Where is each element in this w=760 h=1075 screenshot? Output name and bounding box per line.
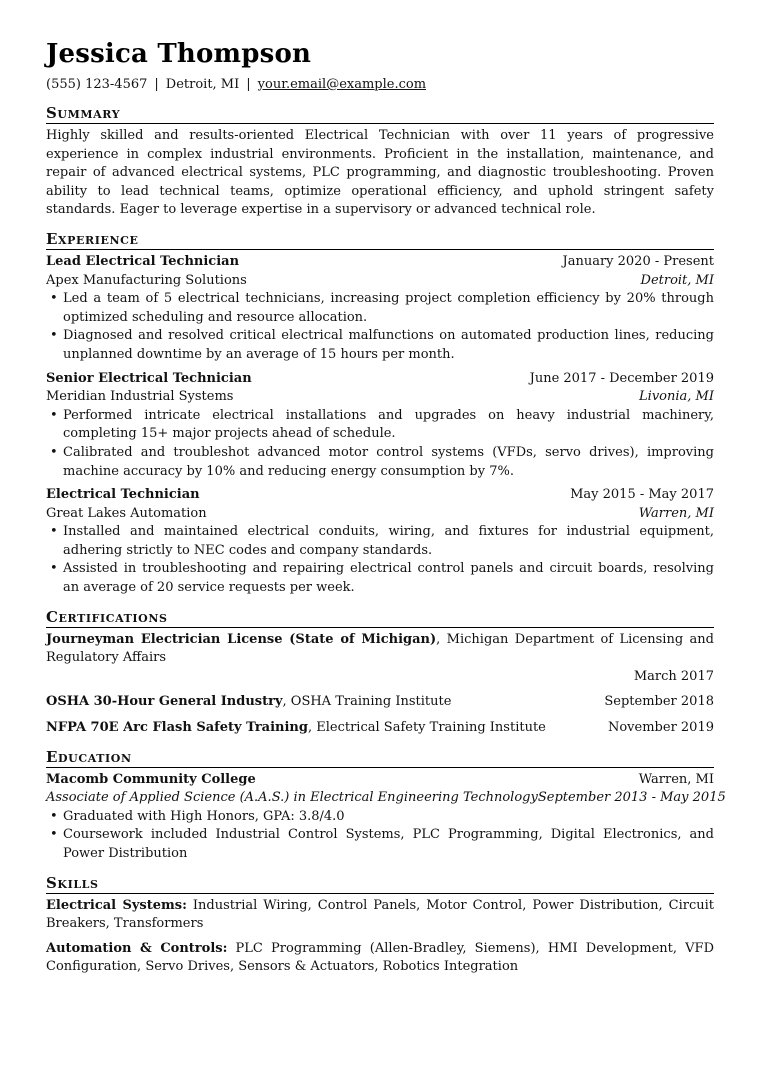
certification-name: Journeyman Electrician License (State of Michigan) xyxy=(46,631,437,647)
job-bullet: • Calibrated and troubleshot advanced motor control systems (VFDs, servo drives), improving machine accuracy by 10% and reducing energy consumption by 7%. xyxy=(46,444,714,481)
contact-separator: | xyxy=(246,77,251,92)
certification-entry xyxy=(46,631,714,687)
experience-section xyxy=(46,230,714,598)
job-role: Electrical Technician xyxy=(46,487,200,503)
skill-group xyxy=(46,897,714,934)
education-bullet: • Coursework included Industrial Control Systems, PLC Programming, Digital Electronics, and Power Distribution xyxy=(46,826,714,863)
section-title-summary: Summary xyxy=(46,104,714,124)
section-title-certifications: Certifications xyxy=(46,608,714,628)
job-bullet: • Installed and maintained electrical conduits, wiring, and fixtures for industrial equipment, adhering strictly to NEC codes and company standards. xyxy=(46,523,714,560)
education-section xyxy=(46,747,726,864)
skill-group-label: Electrical Systems: xyxy=(46,897,187,913)
certification-name: OSHA 30-Hour General Industry xyxy=(46,694,283,710)
job-bullets xyxy=(46,290,714,364)
school-location: Warren, MI xyxy=(638,771,714,787)
job-entry xyxy=(46,370,714,482)
job-bullets xyxy=(46,523,714,597)
section-title-experience: Experience xyxy=(46,230,714,250)
education-dates: September 2013 - May 2015 xyxy=(537,790,726,806)
skill-group xyxy=(46,940,714,977)
degree: Associate of Applied Science (A.A.S.) in Electrical Engineering Technology xyxy=(46,790,538,806)
job-company: Apex Manufacturing Solutions xyxy=(46,272,247,288)
school-name: Macomb Community College xyxy=(46,771,256,787)
certification-date: September 2018 xyxy=(604,694,714,710)
job-location: Livonia, MI xyxy=(639,389,714,405)
job-role: Lead Electrical Technician xyxy=(46,253,240,269)
job-role: Senior Electrical Technician xyxy=(46,370,252,386)
email-link[interactable]: your.email@example.com xyxy=(257,77,427,92)
job-dates: June 2017 - December 2019 xyxy=(529,370,714,386)
contact-line xyxy=(46,76,714,94)
certification-name: NFPA 70E Arc Flash Safety Training xyxy=(46,720,308,736)
education-bullet: • Graduated with High Honors, GPA: 3.8/4.0 xyxy=(46,808,714,827)
section-title-education: Education xyxy=(46,748,714,768)
certification-issuer: , Electrical Safety Training Institute xyxy=(307,720,546,736)
candidate-name: Jessica Thompson xyxy=(46,39,312,69)
skill-group-label: Automation & Controls: xyxy=(46,940,228,956)
certification-issuer: , OSHA Training Institute xyxy=(282,694,452,710)
job-bullet: • Performed intricate electrical installations and upgrades on heavy industrial machinery, completing 15+ major projects ahead of schedule. xyxy=(46,407,714,444)
certification-entry xyxy=(46,719,714,738)
job-location: Warren, MI xyxy=(638,505,714,521)
skills-section xyxy=(46,874,714,977)
job-dates: May 2015 - May 2017 xyxy=(570,487,714,503)
job-company: Meridian Industrial Systems xyxy=(46,389,234,405)
summary-section xyxy=(46,104,714,220)
contact-separator: | xyxy=(154,77,159,92)
job-bullet: • Led a team of 5 electrical technicians, increasing project completion efficiency by 20% through optimized scheduling and resource allocation. xyxy=(46,290,714,327)
certification-date: March 2017 xyxy=(633,668,714,684)
education-bullets xyxy=(46,808,714,864)
job-bullet: • Assisted in troubleshooting and repairing electrical control panels and circuit boards, resolving an average of 20 service requests per week. xyxy=(46,560,714,597)
job-dates: January 2020 - Present xyxy=(562,253,714,269)
certification-issuer: , Michigan Department of Licensing and Regulatory Affairs xyxy=(46,631,714,666)
summary-text: Highly skilled and results-oriented Electrical Technician with over 11 years of progressive experience in complex industrial environments. Proficient in the installation, maintenance, and repair of advanced electrical systems, PLC programming, and diagnostic troubleshooting. Proven ability to lead technical teams, optimize operational efficiency, and uphold stringent safety standards. Eager to leverage expertise in a supervisory or advanced technical role. xyxy=(46,128,714,218)
certifications-section xyxy=(46,608,714,738)
skill-group-items: Industrial Wiring, Control Panels, Motor Control, Power Distribution, Circuit Breakers, Transformers xyxy=(46,897,714,932)
section-title-skills: Skills xyxy=(46,874,714,894)
job-bullet: • Diagnosed and resolved critical electrical malfunctions on automated production lines, reducing unplanned downtime by an average of 15 hours per month. xyxy=(46,327,714,364)
job-location: Detroit, MI xyxy=(640,272,714,288)
location: Detroit, MI xyxy=(165,77,240,92)
job-entry xyxy=(46,486,714,598)
skill-group-items: PLC Programming (Allen-Bradley, Siemens), HMI Development, VFD Configuration, Servo Drives, Sensors & Actuators, Robotics Integration xyxy=(46,940,714,975)
job-entry xyxy=(46,253,714,365)
certification-entry xyxy=(46,693,714,712)
job-company: Great Lakes Automation xyxy=(46,505,207,521)
phone-number: (555) 123-4567 xyxy=(46,77,148,92)
certification-date: November 2019 xyxy=(607,720,714,736)
job-bullets xyxy=(46,407,714,481)
